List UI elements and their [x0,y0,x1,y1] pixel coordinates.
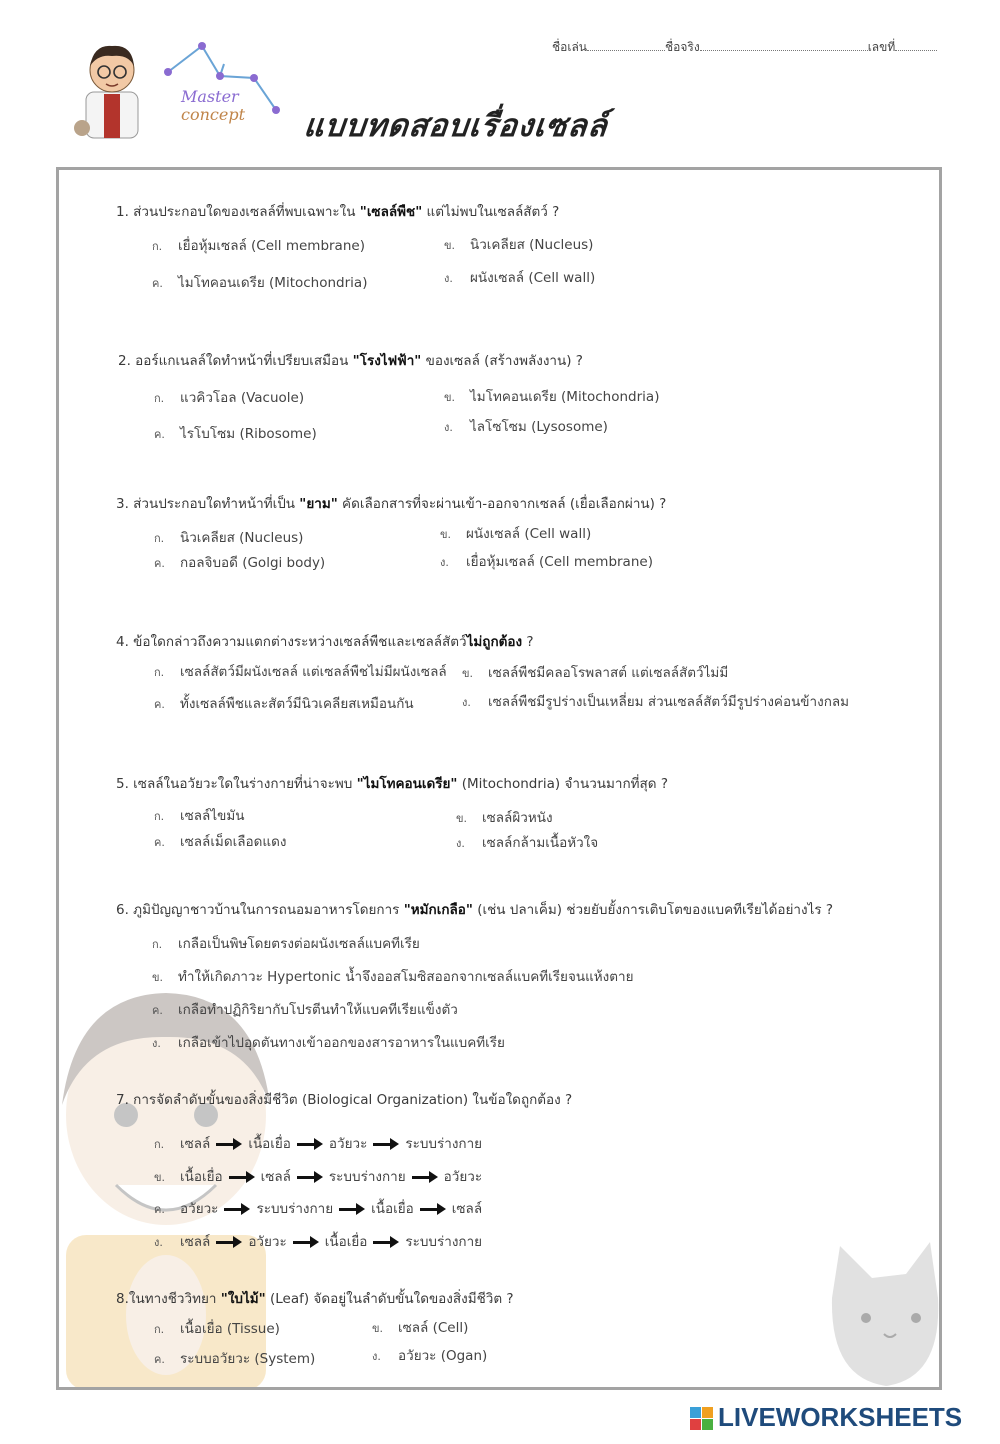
question-7: 7. การจัดลำดับขั้นของสิ่งมีชีวิต (Biological Organization) ในข้อใดถูกต้อง ? [116,1092,573,1108]
teacher-avatar-icon [72,36,156,140]
liveworksheets-logo [690,1402,962,1433]
q6-option-a[interactable]: ก. เกลือเป็นพิษโดยตรงต่อผนังเซลล์แบคทีเรีย [152,936,420,952]
q8-option-a[interactable]: ก. เนื้อเยื่อ (Tissue) [154,1321,280,1337]
question-3: 3. ส่วนประกอบใดทำหน้าที่เป็น "ยาม" คัดเลือกสารที่จะผ่านเข้า-ออกจากเซลล์ (เยื่อเลือกผ่าน) ? [116,496,667,512]
q5-option-d[interactable]: ง. เซลล์กล้ามเนื้อหัวใจ [456,835,599,851]
q4-option-b[interactable]: ข. เซลล์พืชมีคลอโรพลาสต์ แต่เซลล์สัตว์ไม่มี [462,665,729,681]
question-4: 4. ข้อใดกล่าวถึงความแตกต่างระหว่างเซลล์พืชและเซลล์สัตว์ไม่ถูกต้อง ? [116,634,534,650]
logo-text-concept: concept [181,105,245,124]
q4-option-c[interactable]: ค. ทั้งเซลล์พืชและสัตว์มีนิวเคลียสเหมือนกัน [154,696,414,712]
q4-option-d[interactable]: ง. เซลล์พืชมีรูปร่างเป็นเหลี่ยม ส่วนเซลล์สัตว์มีรูปร่างค่อนข้างกลม [462,694,850,710]
q1-option-a[interactable]: ก. เยื่อหุ้มเซลล์ (Cell membrane) [152,238,365,254]
liveworksheets-brand-text: LIVEWORKSHEETS [718,1402,963,1432]
nickname-field[interactable] [587,38,665,51]
arrow-icon [216,1139,242,1149]
q3-option-d[interactable]: ง. เยื่อหุ้มเซลล์ (Cell membrane) [440,554,653,570]
arrow-icon [297,1139,323,1149]
q2-option-c[interactable]: ค. ไรโบโซม (Ribosome) [154,426,317,442]
q4-option-a[interactable]: ก. เซลล์สัตว์มีผนังเซลล์ แต่เซลล์พืชไม่มีผนังเซลล์ [154,664,447,680]
question-5: 5. เซลล์ในอวัยวะใดในร่างกายที่น่าจะพบ "ไมโทคอนเดรีย" (Mitochondria) จำนวนมากที่สุด ? [116,776,669,792]
number-label: เลขที่ [867,40,896,54]
q7-option-d[interactable]: ง. เซลล์ อวัยวะ เนื้อเยื่อ ระบบร่างกาย [154,1234,483,1250]
q8-option-b[interactable]: ข. เซลล์ (Cell) [372,1320,469,1336]
arrow-icon [293,1237,319,1247]
q3-option-b[interactable]: ข. ผนังเซลล์ (Cell wall) [440,526,592,542]
question-8: 8.ในทางชีววิทยา "ใบไม้" (Leaf) จัดอยู่ในลำดับขั้นใดของสิ่งมีชีวิต ? [116,1291,514,1307]
q5-option-b[interactable]: ข. เซลล์ผิวหนัง [456,810,553,826]
liveworksheets-grid-icon [690,1407,714,1431]
q6-option-c[interactable]: ค. เกลือทำปฏิกิริยากับโปรตีนทำให้แบคทีเรียแข็งตัว [152,1002,458,1018]
q5-option-a[interactable]: ก. เซลล์ไขมัน [154,808,245,824]
nickname-label: ชื่อเล่น [552,40,588,54]
q8-option-d[interactable]: ง. อวัยวะ (Ogan) [372,1348,488,1364]
q7-option-c[interactable]: ค. อวัยวะ ระบบร่างกาย เนื้อเยื่อ เซลล์ [154,1201,483,1217]
arrow-icon [420,1204,446,1214]
realname-label: ชื่อจริง [665,40,700,54]
student-info-fields [552,38,937,57]
q3-option-c[interactable]: ค. กอลจิบอดี (Golgi body) [154,555,326,571]
realname-field[interactable] [700,38,868,51]
logo-text-master: Master [181,87,239,106]
q1-option-d[interactable]: ง. ผนังเซลล์ (Cell wall) [444,270,596,286]
q3-option-a[interactable]: ก. นิวเคลียส (Nucleus) [154,530,304,546]
arrow-icon [216,1237,242,1247]
q2-option-b[interactable]: ข. ไมโทคอนเดรีย (Mitochondria) [444,389,660,405]
question-6: 6. ภูมิปัญญาชาวบ้านในการถนอมอาหารโดยการ "หมักเกลือ" (เช่น ปลาเค็ม) ช่วยยับยั้งการเติบโตของแบคทีเรียได้อย่างไร ? [116,902,834,918]
q1-option-c[interactable]: ค. ไมโทคอนเดรีย (Mitochondria) [152,275,368,291]
q7-option-a[interactable]: ก. เซลล์ เนื้อเยื่อ อวัยวะ ระบบร่างกาย [154,1136,483,1152]
arrow-icon [339,1204,365,1214]
q6-option-d[interactable]: ง. เกลือเข้าไปอุดตันทางเข้าออกของสารอาหารในแบคทีเรีย [152,1035,505,1051]
q7-option-b[interactable]: ข. เนื้อเยื่อ เซลล์ ระบบร่างกาย อวัยวะ [154,1169,483,1185]
q6-option-b[interactable]: ข. ทำให้เกิดภาวะ Hypertonic น้ำจึงออสโมซิสออกจากเซลล์แบคทีเรียจนแห้งตาย [152,969,634,985]
page-title: แบบทดสอบเรื่องเซลล์ [302,108,610,144]
arrow-icon [224,1204,250,1214]
question-2: 2. ออร์แกเนลล์ใดทำหน้าที่เปรียบเสมือน "โรงไฟฟ้า" ของเซลล์ (สร้างพลังงาน) ? [118,353,583,369]
question-1: 1. ส่วนประกอบใดของเซลล์ที่พบเฉพาะใน "เซลล์พืช" แต่ไม่พบในเซลล์สัตว์ ? [116,204,560,220]
q5-option-c[interactable]: ค. เซลล์เม็ดเลือดแดง [154,834,287,850]
arrow-icon [373,1139,399,1149]
arrow-icon [229,1172,255,1182]
arrow-icon [412,1172,438,1182]
q2-option-d[interactable]: ง. ไลโซโซม (Lysosome) [444,419,608,435]
q1-option-b[interactable]: ข. นิวเคลียส (Nucleus) [444,237,594,253]
q2-option-a[interactable]: ก. แวคิวโอล (Vacuole) [154,390,305,406]
number-field[interactable] [895,38,937,51]
arrow-icon [373,1237,399,1247]
arrow-icon [297,1172,323,1182]
q8-option-c[interactable]: ค. ระบบอวัยวะ (System) [154,1351,316,1367]
